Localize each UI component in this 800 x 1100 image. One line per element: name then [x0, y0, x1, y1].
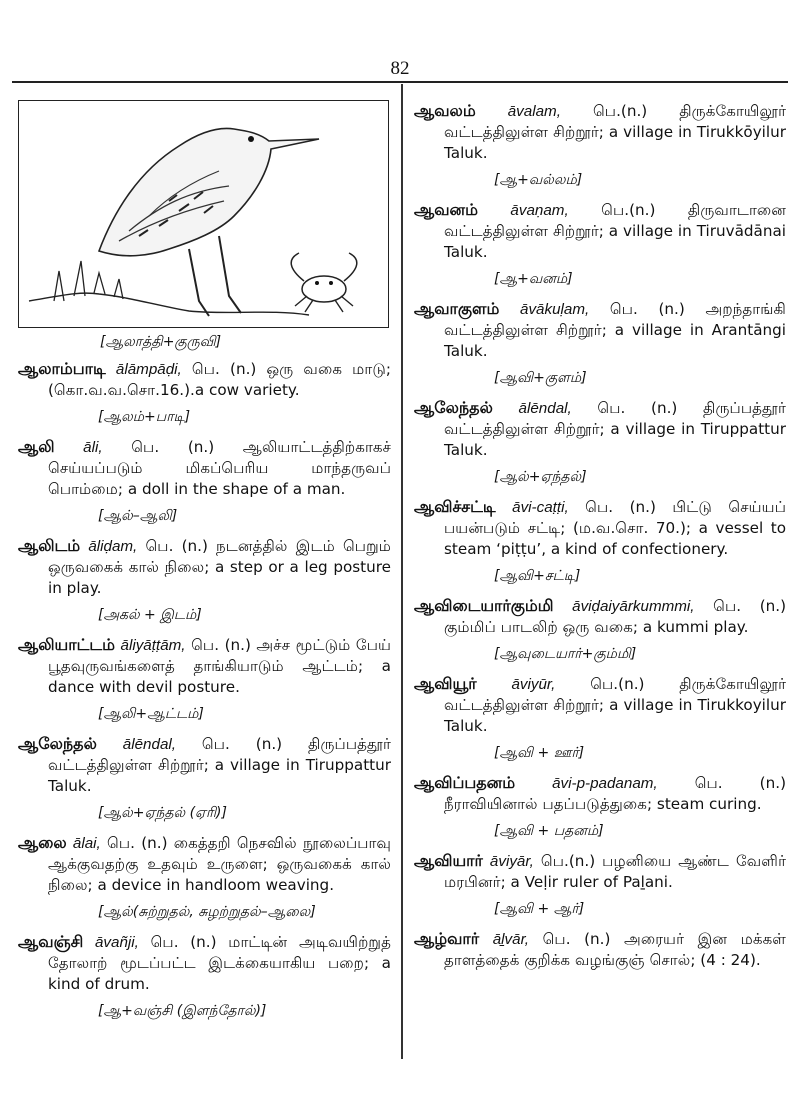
headword: ஆலேந்தல்: [414, 398, 493, 417]
entry-text: [414, 298, 786, 362]
transliteration: ālēndal,: [122, 736, 176, 753]
page-number: 82: [390, 58, 410, 79]
headword: ஆவியூர்: [414, 674, 477, 693]
etymology: [ஆலம்+பாடி]: [98, 409, 191, 425]
definition: பெ.(n.) திருக்கோயிலூர் வட்டத்திலுள்ள சிற்றூர்; a village in Tirukkōyilur Taluk.: [444, 102, 787, 162]
dictionary-entry: [414, 772, 786, 841]
entry-text: [414, 199, 787, 263]
etymology: [ஆல்(சுற்றுதல், சுழற்றுதல்–ஆலை]: [98, 904, 316, 920]
definition: பெ.(n.) திருவாடானை வட்டத்திலுள்ள சிற்றூர்; a village in Tiruvādānai Taluk.: [444, 201, 787, 261]
headword: ஆலாம்பாடி: [18, 359, 106, 378]
etymology: [ஆவி+சட்டி]: [494, 568, 581, 584]
entry-text: [18, 634, 392, 698]
dictionary-entry: [18, 832, 391, 922]
entry-text: [18, 436, 392, 500]
bird-illustration: [18, 100, 389, 328]
definition: பெ. (n.) ஒரு வகை மாடு; (கொ.வ.வ.சொ.16.).a cow variety.: [48, 360, 392, 399]
entry-text: [18, 832, 392, 896]
etymology: [ஆவி + ஆர்]: [494, 901, 585, 917]
dictionary-entry: [414, 928, 786, 971]
transliteration: ālai,: [72, 835, 101, 852]
dictionary-entry: [18, 733, 391, 823]
header-rule: [12, 81, 788, 83]
definition: பெ.(n.) திருக்கோயிலூர் வட்டத்திலுள்ள சிற்றூர்; a village in Tirukkoyilur Taluk.: [444, 675, 787, 735]
headword: ஆவனம்: [414, 200, 478, 219]
dictionary-entry: [414, 397, 786, 487]
definition: பெ. (n.) கைத்தறி நெசவில் நூலைப்பாவு ஆக்குவதற்கு உதவும் உருளை; ஒருவகைக் கால் நிலை; a device in handloom weaving.: [48, 834, 392, 894]
dictionary-entry: [414, 199, 786, 289]
etymology: [ஆல்–ஆலி]: [98, 508, 178, 524]
dictionary-entry: [414, 298, 786, 388]
definition: பெ. (n.) அரையர் இன மக்கள் தாளத்தைக் குறிக்க வழங்குஞ் சொல்; (4 : 24).: [444, 930, 786, 969]
definition: பெ. (n.) நடனத்தில் இடம் பெறும் ஒருவகைக் கால் நிலை; a step or a leg posture in play.: [48, 537, 391, 597]
entry-text: [18, 358, 392, 401]
etymology: [ஆலி+ஆட்டம்]: [98, 706, 204, 722]
dictionary-entry: [18, 634, 391, 724]
transliteration: āvākuḷam,: [520, 301, 590, 318]
entry-text: [18, 535, 391, 599]
definition: பெ.(n.) பழனியை ஆண்ட வேளிர் மரபினர்; a Veḷir ruler of Paḻani.: [444, 852, 787, 891]
dictionary-entry: [18, 535, 391, 625]
etymology: [ஆவி+குளம்]: [494, 370, 587, 386]
headword: ஆவிடையார்கும்மி: [414, 596, 554, 615]
transliteration: āviyūr,: [511, 676, 556, 693]
entry-text: [414, 772, 786, 815]
entry-text: [18, 931, 392, 995]
headword: ஆழ்வார்: [414, 929, 480, 948]
dictionary-entry: [414, 100, 786, 190]
etymology: [அகல் + இடம்]: [98, 607, 202, 623]
etymology: [ஆவி + பதனம்]: [494, 823, 604, 839]
entry-text: [414, 397, 786, 461]
headword: ஆலை: [18, 833, 67, 852]
right-column: [414, 100, 786, 971]
definition: பெ. (n.) மாட்டின் அடிவயிற்றுத் தோலாற் மூடப்பட்ட இடக்கையாகிய பறை; a kind of drum.: [48, 933, 392, 993]
headword: ஆவாகுளம்: [414, 299, 500, 318]
transliteration: āviḍaiyārkummmi,: [572, 598, 695, 615]
entry-text: [414, 100, 787, 164]
transliteration: ālēndal,: [518, 400, 572, 417]
transliteration: āliḍam,: [88, 538, 138, 555]
headword: ஆலேந்தல்: [18, 734, 97, 753]
dictionary-entry: [414, 850, 786, 919]
headword: ஆவியார்: [414, 851, 483, 870]
transliteration: āliyāṭṭām,: [120, 637, 186, 654]
etymology: [ஆவுடையார்+கும்மி]: [494, 646, 637, 662]
definition: பெ. (n.) பிட்டு செய்யப் பயன்படும் சட்டி; (ம.வ.சொ. 70.); a vessel to steam ‘piṭṭu’, a kind of confectionery.: [444, 498, 786, 558]
definition: பெ. (n.) திருப்பத்தூர் வட்டத்திலுள்ள சிற்றூர்; a village in Tiruppattur Taluk.: [48, 735, 391, 795]
transliteration: āvi-p-padanam,: [552, 775, 658, 792]
transliteration: āvañji,: [94, 934, 139, 951]
etymology: [ஆவி + ஊர்]: [494, 745, 585, 761]
headword: ஆவஞ்சி: [18, 932, 84, 951]
left-column: [18, 100, 391, 1030]
dictionary-entry: [18, 358, 391, 427]
headword: ஆலியாட்டம்: [18, 635, 115, 654]
dictionary-entry: [18, 436, 391, 526]
headword: ஆவலம்: [414, 101, 476, 120]
entry-text: [414, 673, 787, 737]
headword: ஆவிப்பதனம்: [414, 773, 516, 792]
dictionary-entry: [414, 673, 786, 763]
definition: பெ. (n.) அச்ச மூட்டும் பேய் பூதவுருவங்களைத் தாங்கியாடும் ஆட்டம்; a dance with devil posture.: [48, 636, 392, 696]
headword: ஆவிச்சட்டி: [414, 497, 496, 516]
transliteration: ālāmpāḍi,: [115, 361, 182, 378]
transliteration: āvalam,: [507, 103, 561, 120]
transliteration: āvi-caṭṭi,: [512, 499, 569, 516]
etymology: [ஆ+வல்லம்]: [494, 172, 583, 188]
etymology: [ஆல்+ஏந்தல் (ஏரி)]: [98, 805, 227, 821]
headword: ஆலி: [18, 437, 55, 456]
transliteration: āvaṇam,: [510, 202, 569, 219]
dictionary-entry: [414, 496, 786, 586]
dictionary-entry: [18, 931, 391, 1021]
definition: பெ. (n.) கும்மிப் பாடலிற் ஒரு வகை; a kummi play.: [444, 597, 786, 636]
etymology: [ஆ+வனம்]: [494, 271, 573, 287]
headword: ஆலிடம்: [18, 536, 81, 555]
dictionary-entry: [414, 595, 786, 664]
figure-caption: [ஆலாத்தி+குருவி]: [100, 334, 222, 350]
definition: பெ. (n.) அறந்தாங்கி வட்டத்திலுள்ள சிற்றூர்; a village in Arantāngi Taluk.: [444, 300, 786, 360]
transliteration: āli,: [83, 439, 103, 456]
definition: பெ. (n.) நீராவியினால் பதப்படுத்துகை; steam curing.: [444, 774, 786, 813]
entry-text: [414, 928, 786, 971]
entry-text: [414, 595, 786, 638]
entry-text: [414, 850, 787, 893]
column-divider: [401, 84, 403, 1059]
entry-text: [414, 496, 786, 560]
transliteration: āḻvār,: [492, 931, 530, 948]
transliteration: āviyār,: [489, 853, 534, 870]
etymology: [ஆ+வஞ்சி (இளந்தோல்)]: [98, 1003, 267, 1019]
definition: பெ. (n.) ஆலியாட்டத்திற்காகச் செய்யப்படும் மிகப்பெரிய மாந்தருவப் பொம்மை; a doll in the shape of a man.: [48, 438, 392, 498]
definition: பெ. (n.) திருப்பத்தூர் வட்டத்திலுள்ள சிற்றூர்; a village in Tiruppattur Taluk.: [444, 399, 786, 459]
etymology: [ஆல்+ஏந்தல்]: [494, 469, 587, 485]
entry-text: [18, 733, 391, 797]
